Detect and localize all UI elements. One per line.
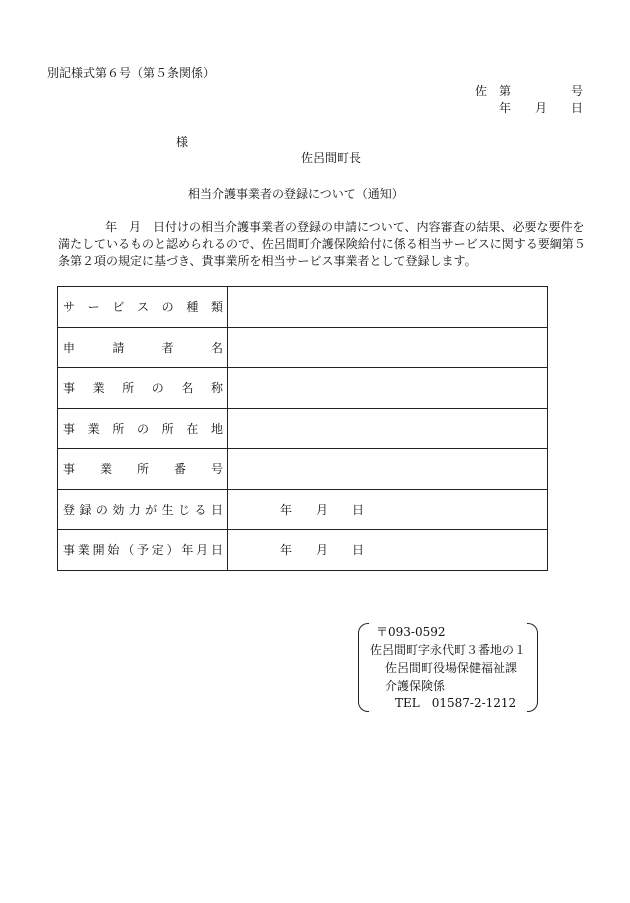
table-row: [58, 530, 548, 571]
table-row-label: 事業所番号: [58, 449, 228, 490]
table-row-label: 事業所の所在地: [58, 408, 228, 449]
form-label: 別記様式第６号（第５条関係）: [47, 66, 216, 80]
contact-postal-code: 〒093-0592: [376, 625, 446, 639]
table-row-value: 年 月 日: [228, 530, 548, 571]
registration-table: [57, 286, 548, 571]
contact-address: 佐呂間町字永代町３番地の１: [370, 643, 527, 657]
document-date: 年 月 日: [498, 101, 583, 115]
table-row: [58, 408, 548, 449]
body-text: 年 月 日付けの相当介護事業者の登録の申請について、内容審査の結果、必要な要件を満たしているものと認められるので、佐呂間町介護保険給付に係る相当サービスに関する要綱第５条第２項の規定に基づき、貴事業所を相当サービス事業者として登録します。: [58, 220, 586, 268]
left-bracket: [358, 623, 369, 712]
table-row: [58, 327, 548, 368]
table-row-value: [228, 287, 548, 328]
table-row-label: 申請者名: [58, 327, 228, 368]
table-row-value: 年 月 日: [228, 489, 548, 530]
document-number: 佐 第 号: [474, 84, 583, 98]
table-row-label: 事業開始（予定）年月日: [58, 530, 228, 571]
table-row: [58, 287, 548, 328]
table-row-value: [228, 408, 548, 449]
table-row-label: サービスの種類: [58, 287, 228, 328]
table-row-value: [228, 449, 548, 490]
right-bracket: [527, 623, 538, 712]
contact-office: 佐呂間町役場保健福祉課: [385, 661, 518, 675]
addressee: 様: [176, 135, 189, 149]
table-row: [58, 489, 548, 530]
table-row: [58, 368, 548, 409]
contact-phone: TEL 01587-2-1212: [395, 696, 517, 710]
table-row-value: [228, 327, 548, 368]
contact-box: [358, 623, 538, 710]
table-row-label: 登録の効力が生じる日: [58, 489, 228, 530]
contact-section: 介護保険係: [385, 679, 446, 693]
sender: 佐呂間町長: [301, 151, 362, 165]
table-row-value: [228, 368, 548, 409]
table-row: [58, 449, 548, 490]
document-title: 相当介護事業者の登録について（通知）: [188, 187, 404, 201]
table-row-label: 事業所の名称: [58, 368, 228, 409]
